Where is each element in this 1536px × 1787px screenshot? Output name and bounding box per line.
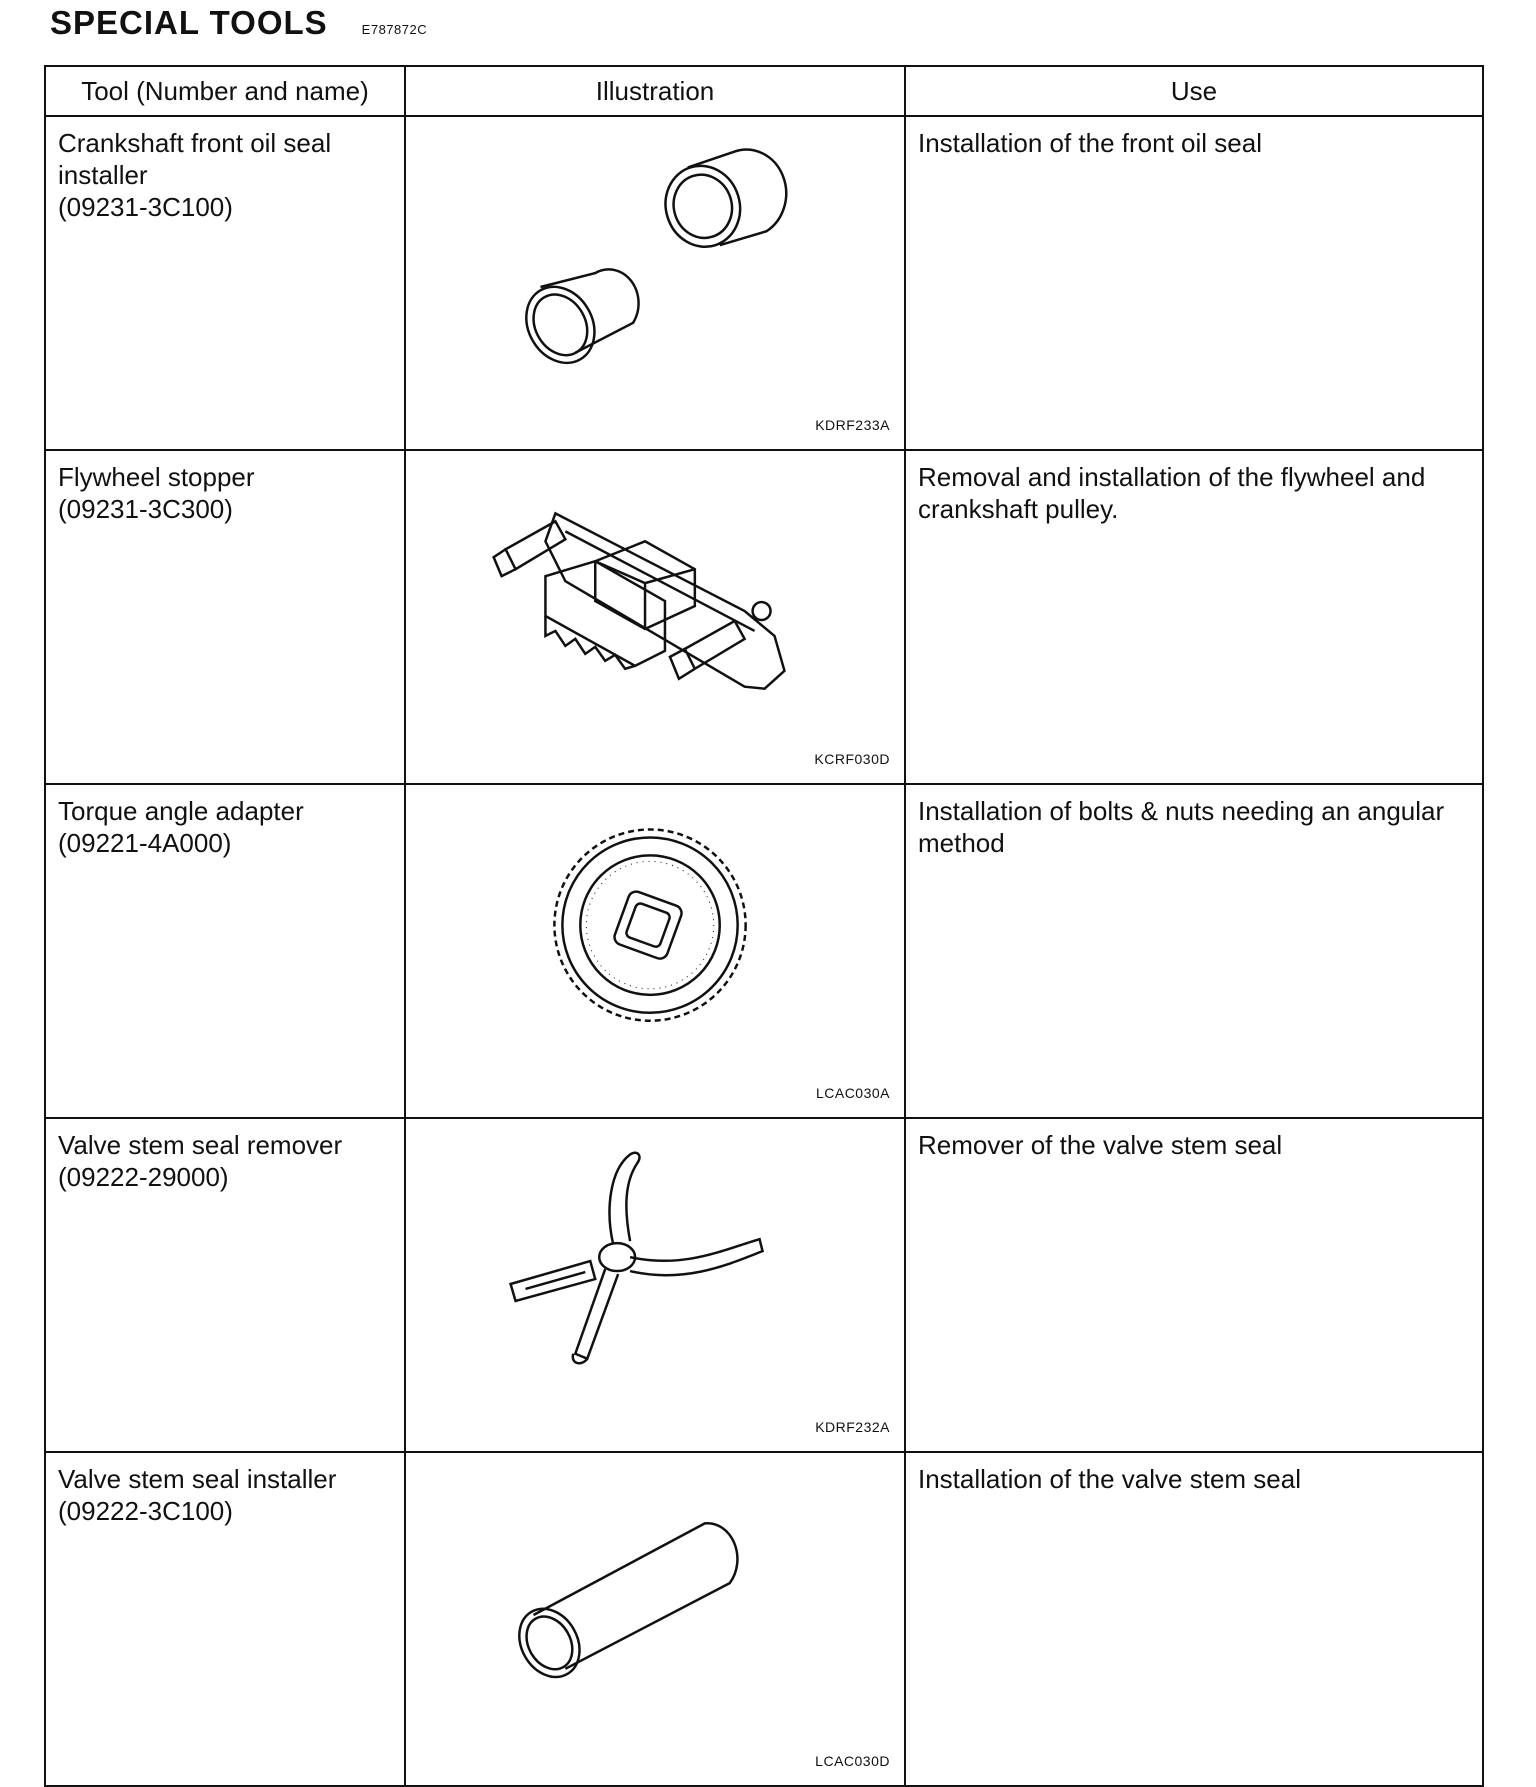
use-cell: Removal and installation of the flywheel and crankshaft pulley. — [905, 450, 1483, 784]
column-header-illustration: Illustration — [405, 66, 905, 116]
flywheel-stopper-icon — [406, 451, 904, 783]
torque-angle-adapter-icon — [406, 785, 904, 1117]
tool-cell — [45, 116, 405, 450]
page-title: SPECIAL TOOLS — [50, 4, 328, 41]
column-header-tool: Tool (Number and name) — [45, 66, 405, 116]
tube-installer-icon — [406, 1453, 904, 1785]
tool-name: Crankshaft front oil seal installer — [58, 128, 332, 190]
table-row — [45, 116, 1483, 450]
tool-number: (09222-29000) — [58, 1162, 229, 1192]
illustration-code: KDRF233A — [815, 417, 890, 433]
use-cell: Installation of bolts & nuts needing an angular method — [905, 784, 1483, 1118]
tool-cell — [45, 784, 405, 1118]
illustration-code: KDRF232A — [815, 1419, 890, 1435]
illustration-code: LCAC030A — [815, 1085, 890, 1101]
tool-cell — [45, 450, 405, 784]
tool-number: (09221-4A000) — [58, 828, 232, 858]
illustration-code: LCAC030D — [815, 1753, 890, 1769]
document-code: E787872C — [361, 22, 428, 37]
tool-name: Valve stem seal remover — [58, 1130, 343, 1160]
illustration-cell — [405, 784, 905, 1118]
tool-number: (09222-3C100) — [58, 1496, 233, 1526]
page-header — [50, 4, 427, 54]
illustration-cell — [405, 450, 905, 784]
tool-name: Flywheel stopper — [58, 462, 255, 492]
table-row — [45, 1118, 1483, 1452]
tool-name: Valve stem seal installer — [58, 1464, 337, 1494]
tool-name: Torque angle adapter — [58, 796, 304, 826]
use-cell: Installation of the front oil seal — [905, 116, 1483, 450]
special-tools-table — [44, 65, 1484, 1787]
oil-seal-installer-icon — [406, 117, 904, 449]
tool-number: (09231-3C100) — [58, 192, 233, 222]
table-row — [45, 450, 1483, 784]
illustration-cell — [405, 1452, 905, 1786]
pliers-icon — [406, 1119, 904, 1451]
table-header-row — [45, 66, 1483, 116]
tool-cell — [45, 1452, 405, 1786]
use-cell: Remover of the valve stem seal — [905, 1118, 1483, 1452]
illustration-code: KCRF030D — [814, 751, 890, 767]
tool-cell — [45, 1118, 405, 1452]
table-row — [45, 1452, 1483, 1786]
illustration-cell — [405, 116, 905, 450]
table-row — [45, 784, 1483, 1118]
use-cell: Installation of the valve stem seal — [905, 1452, 1483, 1786]
tool-number: (09231-3C300) — [58, 494, 233, 524]
illustration-cell — [405, 1118, 905, 1452]
column-header-use: Use — [905, 66, 1483, 116]
